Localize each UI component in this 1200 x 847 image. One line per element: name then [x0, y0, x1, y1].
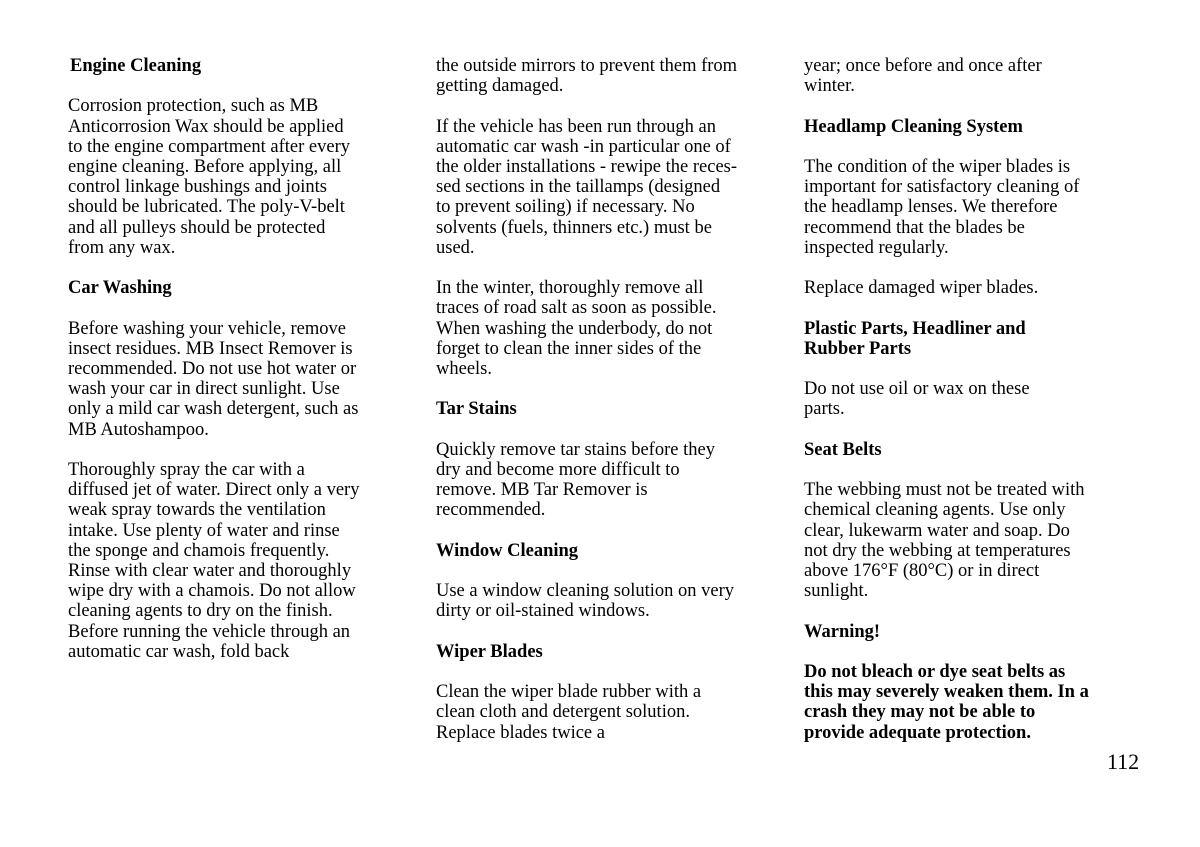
paragraph-engine-cleaning	[68, 96, 408, 258]
text-line: When washing the underbody, do not	[436, 318, 713, 339]
text-line: dry and become more difficult to	[436, 460, 680, 480]
text-line: Replace damaged wiper blades.	[804, 278, 1039, 299]
text-line: winter.	[804, 76, 855, 97]
heading-warning: Warning!	[804, 621, 881, 642]
text-line: important for satisfactory cleaning of	[804, 177, 1080, 198]
text-line: dirty or oil-stained windows.	[436, 601, 650, 622]
text-line: and all pulleys should be protected	[68, 217, 326, 238]
text-line: insect residues. MB Insect Remover is	[68, 338, 353, 359]
column-middle	[436, 56, 781, 763]
paragraph-headlamp-cleaning	[804, 157, 1134, 258]
paragraph-mirrors	[436, 56, 781, 96]
text-line: Before washing your vehicle, remove	[68, 318, 346, 339]
heading-wiper-blades: Wiper Blades	[436, 641, 543, 662]
heading-window-cleaning: Window Cleaning	[436, 540, 579, 561]
paragraph-window-cleaning	[436, 581, 781, 621]
paragraph-seat-belts	[804, 480, 1134, 601]
text-line: wipe dry with a chamois. Do not allow	[68, 581, 356, 602]
text-line: wheels.	[436, 359, 492, 380]
heading-seat-belts: Seat Belts	[804, 439, 882, 460]
paragraph-car-washing-1	[68, 319, 408, 440]
text-line: engine cleaning. Before applying, all	[68, 157, 342, 177]
text-line: intake. Use plenty of water and rinse	[68, 520, 340, 541]
text-line: solvents (fuels, thinners etc.) must be	[436, 217, 712, 238]
text-line: Replace blades twice a	[436, 722, 605, 743]
text-line: clear, lukewarm water and soap. Do	[804, 520, 1070, 541]
text-line: the older installations - rewipe the reces-	[436, 157, 738, 177]
text-line: diffused jet of water. Direct only a very	[68, 480, 360, 501]
text-line: Anticorrosion Wax should be applied	[68, 116, 344, 137]
text-line: the sponge and chamois frequently.	[68, 540, 330, 561]
text-line: provide adequate protection.	[804, 722, 1031, 743]
heading-line: Rubber Parts	[804, 338, 912, 359]
text-line: getting damaged.	[436, 76, 564, 97]
text-line: automatic car wash, fold back	[68, 641, 290, 662]
text-line: the headlamp lenses. We therefore	[804, 197, 1058, 218]
text-line: forget to clean the inner sides of the	[436, 338, 702, 359]
paragraph-car-washing-2	[68, 460, 408, 662]
text-line: Corrosion protection, such as MB	[68, 96, 319, 117]
text-line: inspected regularly.	[804, 237, 949, 258]
text-line: parts.	[804, 399, 845, 420]
text-line: control linkage bushings and joints	[68, 177, 327, 198]
paragraph-year	[804, 56, 1134, 96]
paragraph-replace-wipers	[804, 278, 1134, 298]
text-line: chemical cleaning agents. Use only	[804, 500, 1066, 521]
text-line: The condition of the wiper blades is	[804, 156, 1071, 177]
text-line: Rinse with clear water and thoroughly	[68, 561, 352, 582]
heading-tar-stains: Tar Stains	[436, 399, 517, 420]
paragraph-plastic-parts	[804, 379, 1134, 419]
text-line: wash your car in direct sunlight. Use	[68, 379, 340, 400]
heading-engine-cleaning: Engine Cleaning	[70, 56, 202, 76]
text-line: to the engine compartment after every	[68, 136, 350, 157]
text-line: MB Autoshampoo.	[68, 419, 209, 440]
text-line: the outside mirrors to prevent them from	[436, 56, 738, 76]
heading-car-washing: Car Washing	[68, 278, 172, 299]
column-left	[68, 56, 408, 682]
text-line: Clean the wiper blade rubber with a	[436, 682, 702, 703]
text-line: remove. MB Tar Remover is	[436, 480, 648, 501]
paragraph-tar-stains	[436, 440, 781, 521]
page-number: 112	[1107, 749, 1140, 774]
text-line: Do not use oil or wax on these	[804, 379, 1030, 400]
paragraph-wiper-blades	[436, 682, 781, 743]
text-line: Quickly remove tar stains before they	[436, 439, 715, 460]
text-line: cleaning agents to dry on the finish.	[68, 601, 333, 622]
paragraph-warning	[804, 662, 1134, 743]
text-line: not dry the webbing at temperatures	[804, 540, 1071, 561]
text-line: Do not bleach or dye seat belts as	[804, 661, 1066, 682]
text-line: this may severely weaken them. In a	[804, 682, 1089, 703]
text-line: clean cloth and detergent solution.	[436, 702, 690, 723]
paragraph-winter	[436, 278, 781, 379]
text-line: year; once before and once after	[804, 56, 1042, 76]
text-line: should be lubricated. The poly-V-belt	[68, 197, 345, 218]
text-line: recommended. Do not use hot water or	[68, 359, 357, 379]
heading-plastic-parts	[804, 319, 1134, 359]
text-line: recommended.	[436, 500, 546, 521]
heading-line: Plastic Parts, Headliner and	[804, 318, 1026, 339]
text-line: weak spray towards the ventilation	[68, 500, 326, 521]
text-line: crash they may not be able to	[804, 702, 1036, 723]
paragraph-taillamps	[436, 117, 781, 258]
text-line: Use a window cleaning solution on very	[436, 581, 734, 602]
text-line: sunlight.	[804, 581, 869, 602]
text-line: traces of road salt as soon as possible.	[436, 298, 717, 319]
text-line: Thoroughly spray the car with a	[68, 460, 305, 480]
text-line: to prevent soiling) if necessary. No	[436, 197, 695, 218]
text-line: If the vehicle has been run through an	[436, 116, 716, 137]
heading-headlamp-cleaning: Headlamp Cleaning System	[804, 116, 1023, 137]
text-line: automatic car wash -in particular one of	[436, 136, 731, 157]
text-line: recommend that the blades be	[804, 217, 1025, 238]
text-line: from any wax.	[68, 237, 176, 258]
column-right	[804, 56, 1134, 763]
text-line: used.	[436, 237, 475, 258]
text-line: In the winter, thoroughly remove all	[436, 278, 704, 299]
text-line: sed sections in the taillamps (designed	[436, 177, 721, 198]
text-line: only a mild car wash detergent, such as	[68, 399, 359, 420]
text-line: The webbing must not be treated with	[804, 480, 1085, 501]
text-line: above 176°F (80°C) or in direct	[804, 560, 1040, 581]
text-line: Before running the vehicle through an	[68, 621, 351, 642]
